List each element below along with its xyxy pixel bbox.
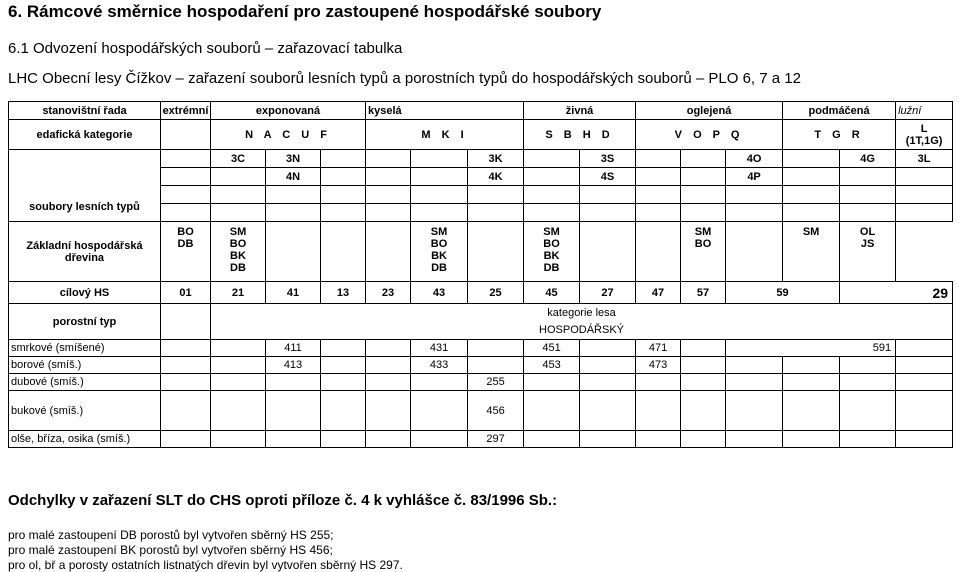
slt-cell [321,168,366,186]
hs-value: 13 [321,282,366,304]
hs-value: 47 [636,282,681,304]
species-c7 [840,222,896,282]
slt-4n: 4N [266,168,321,186]
row-stand-smrkove [9,340,953,357]
species-item: BO [543,238,560,250]
stand-value: 473 [636,357,681,374]
label-edaf: edafická kategorie [9,120,161,150]
hs-value: 25 [468,282,524,304]
edaf-pod: T G R [783,120,896,150]
slt-cell [681,150,726,168]
row-slt-1 [9,150,953,168]
stand-value: 431 [411,340,468,357]
stand-label: smrkové (smíšené) [9,340,161,357]
section-subheading: 6.1 Odvození hospodářských souborů – zařazovací tabulka [8,40,403,57]
stand-value: 456 [468,391,524,431]
species-c1 [161,222,211,282]
notes-title: Odchylky v zařazení SLT do CHS oproti příloze č. 4 k vyhlášce č. 83/1996 Sb.: [8,492,558,509]
series-podmacena: podmáčená [783,102,896,120]
species-item: SM [430,226,448,238]
slt-3s: 3S [580,150,636,168]
label-series: stanovištní řada [9,102,161,120]
row-hs [9,282,953,304]
species-item: BK [543,250,560,262]
species-item: BK [230,250,246,262]
stand-label: olše, bříza, osika (smíš.) [9,431,161,448]
stand-label: bukové (smíš.) [9,391,161,431]
note-line: pro ol, bř a porosty ostatních listnatých dřevin byl vytvořen sběrný HS 297. [8,558,403,572]
slt-cell [411,168,468,186]
row-edaf [9,120,953,150]
species-item: BO [430,238,448,250]
stand-value: 471 [636,340,681,357]
species-item: SM [543,226,560,238]
hs-value: 57 [681,282,726,304]
row-stand-dubove [9,374,953,391]
species-item: JS [860,238,875,250]
stand-value: 413 [266,357,321,374]
series-luzni: lužní [896,102,953,120]
row-species [9,222,953,282]
row-stand-bukove [9,391,953,431]
stand-label: dubové (smíš.) [9,374,161,391]
species-item: BO [694,238,712,250]
species-item: BO [229,238,247,250]
stand-value: 411 [266,340,321,357]
slt-4o: 4O [726,150,783,168]
hs-value-29: 29 [840,282,953,304]
slt-cell [161,150,211,168]
hs-value: 41 [266,282,321,304]
series-extremni: extrémní [161,102,211,120]
series-oglejena: oglejená [636,102,783,120]
species-item: BO [177,226,194,238]
slt-cell [411,150,468,168]
species-c2 [211,222,266,282]
edaf-kys: M K I [366,120,524,150]
species-c6: SM [783,222,840,282]
row-porost-1 [9,304,953,322]
slt-4p: 4P [726,168,783,186]
label-species: Základní hospodářská dřevina [9,222,161,282]
stand-value: 453 [524,357,580,374]
slt-3k: 3K [468,150,524,168]
edaf-luz-l: L [920,122,928,135]
hs-value: 01 [161,282,211,304]
edaf-ziv: S B H D [524,120,636,150]
edaf-luz [896,120,953,150]
hs-value: 45 [524,282,580,304]
species-c4 [524,222,580,282]
row-series [9,102,953,120]
series-exponovana: exponovaná [211,102,366,120]
species-item: DB [431,262,447,274]
edaf-exp: N A C U F [211,120,366,150]
series-kysela: kyselá [366,102,524,120]
stand-value: 451 [524,340,580,357]
slt-cell [524,150,580,168]
hs-value: 23 [366,282,411,304]
slt-4g: 4G [840,150,896,168]
note-line: pro malé zastoupení BK porostů byl vytvořen sběrný HS 456; [8,543,333,557]
label-hs: cílový HS [9,282,161,304]
slt-cell [636,168,681,186]
note-line: pro malé zastoupení DB porostů byl vytvořen sběrný HS 255; [8,528,334,542]
slt-cell [321,150,366,168]
lhc-title: LHC Obecní lesy Čížkov – zařazení souborů lesních typů a porostních typů do hospodářských souborů – PLO 6, 7 a 12 [8,70,801,87]
row-stand-borove [9,357,953,374]
species-item: DB [230,262,246,274]
edaf-ogl: V O P Q [636,120,783,150]
slt-cell [840,168,896,186]
slt-cell [366,168,411,186]
species-item: DB [177,238,194,250]
classification-table [8,101,953,448]
species-item: BK [431,250,447,262]
label-slt: soubory lesních typů [9,150,161,222]
slt-cell [783,168,840,186]
slt-cell [636,150,681,168]
slt-cell [524,168,580,186]
slt-3n: 3N [266,150,321,168]
series-zivna: živná [524,102,636,120]
porost-extremni [161,304,211,340]
slt-3c: 3C [211,150,266,168]
hs-value: 21 [211,282,266,304]
porost-hospodarsky: HOSPODÁŘSKÝ [211,322,953,340]
edaf-extremni [161,120,211,150]
species-c5 [681,222,726,282]
porost-kategorie: kategorie lesa [211,304,953,322]
stand-value: 433 [411,357,468,374]
slt-cell [366,150,411,168]
slt-4s: 4S [580,168,636,186]
slt-3l: 3L [896,150,953,168]
slt-cell [681,168,726,186]
slt-4k: 4K [468,168,524,186]
species-c3 [411,222,468,282]
stand-label: borové (smíš.) [9,357,161,374]
row-stand-olse [9,431,953,448]
slt-cell [211,168,266,186]
stand-value: 591 [726,340,896,357]
hs-value: 27 [580,282,636,304]
hs-value: 59 [726,282,840,304]
hs-value: 43 [411,282,468,304]
species-item: SM [694,226,712,238]
label-porost: porostní typ [9,304,161,340]
species-item: DB [543,262,560,274]
slt-cell [783,150,840,168]
stand-value: 297 [468,431,524,448]
species-item: SM [229,226,247,238]
slt-cell [161,168,211,186]
stand-value: 255 [468,374,524,391]
species-item: OL [859,226,876,238]
slt-cell [896,168,953,186]
edaf-luz-sub: (1T,1G) [905,134,943,147]
page-heading: 6. Rámcové směrnice hospodaření pro zastoupené hospodářské soubory [8,2,602,21]
